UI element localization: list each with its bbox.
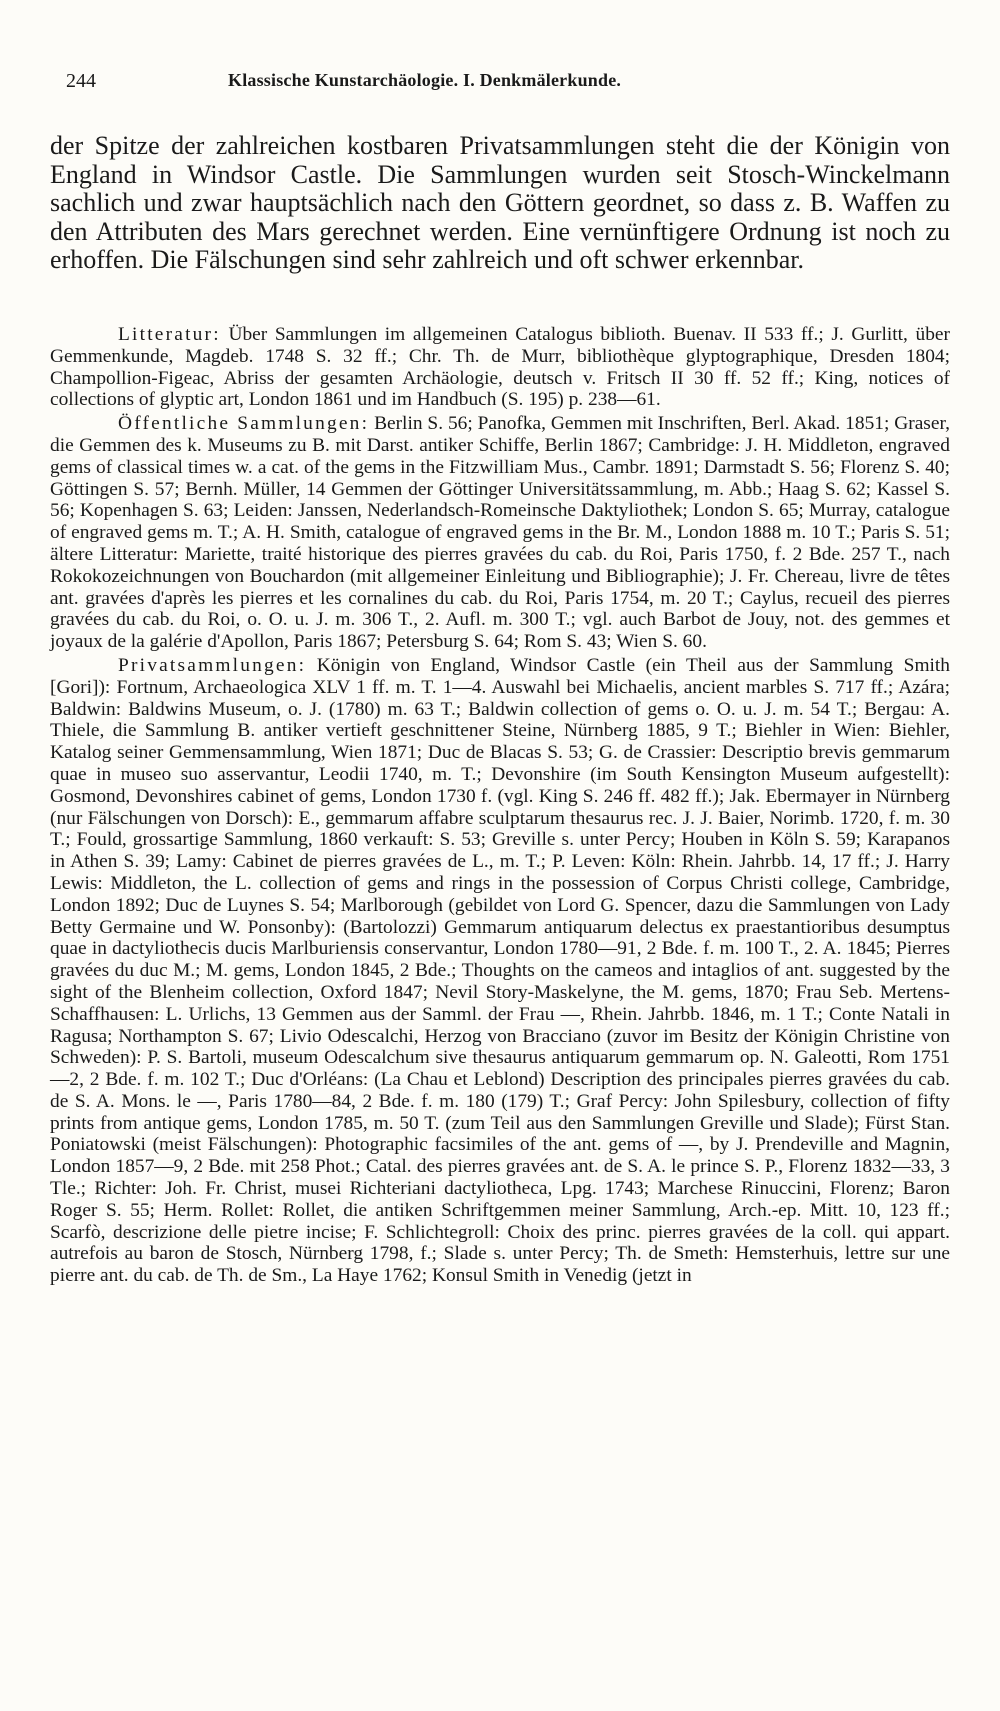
running-head: Klassische Kunstarchäologie. I. Denkmälerkunde. xyxy=(228,70,622,90)
page-header xyxy=(66,70,934,106)
page-number: 244 xyxy=(66,70,96,92)
litteratur-heading: Litteratur: xyxy=(118,324,221,345)
public-collections-paragraph xyxy=(50,413,950,653)
private-collections-heading: Privatsammlungen: xyxy=(118,654,307,676)
litteratur-text: Über Sammlungen im allgemeinen Catalogus biblioth. Buenav. II 533 ff.; J. Gurlitt, über Gemmenkunde, Magdeb. 1748 S. 32 ff.; Chr. Th. de Murr, bibliothèque glyptographique, Dresden 1804; Champollion-Figeac, Abriss der gesamten Archäologie, deutsch v. Fritsch II 30 ff. 52 ff.; King, notices of collections of glyptic art, London 1861 und im Handbuch (S. 195) p. 238—61. xyxy=(50,324,950,411)
litteratur-paragraph xyxy=(50,324,950,411)
public-collections-text: Berlin S. 56; Panofka, Gemmen mit Inschriften, Berl. Akad. 1851; Graser, die Gemmen des k. Museums zu B. mit Darst. antiker Schiffe, Berlin 1867; Cambridge: J. H. Middleton, engraved gems of classical times w. a cat. of the gems in the Fitzwilliam Mus., Cambr. 1891; Darmstadt S. 56; Florenz S. 40; Göttingen S. 57; Bernh. Müller, 14 Gemmen der Göttinger Universitätssammlung, m. Abb.; Haag S. 62; Kassel S. 56; Kopenhagen S. 63; Leiden: Janssen, Nederlandsch-Romeinsche Daktyliothek; London S. 65; Murray, catalogue of engraved gems m. T.; A. H. Smith, catalogue of engraved gems in the Br. M., London 1888 m. 10 T.; Paris S. 51; ältere Litteratur: Mariette, traité historique des pierres gravées du cab. du Roi, Paris 1750, f. 2 Bde. 257 T., nach Rokokozeichnungen von Bouchardon (mit allgemeiner Einleitung und Bibliographie); J. Fr. Chereau, livre de têtes ant. gravées d'après les pierres et les cornalines du cab. du Roi, Paris 1754, m. 20 T.; Caylus, recueil des pierres gravées du cab. du Roi, o. O. u. J. m. 306 T., 2. Aufl. m. 300 T.; vgl. auch Barbot de Jouy, not. des gemmes et joyaux de la galérie d'Apollon, Paris 1867; Petersburg S. 64; Rom S. 43; Wien S. 60. xyxy=(50,413,950,653)
public-collections-heading: Öffentliche Sammlungen: xyxy=(118,413,370,435)
private-collections-text: Königin von England, Windsor Castle (ein Theil aus der Sammlung Smith [Gori]): Fortnum, Archaeologica XLV 1 ff. m. T. 1—4. Auswahl bei Michaelis, ancient marbles S. 717 ff.; Azára; Baldwin: Baldwins Museum, o. J. (1780) m. 63 T.; Baldwin collection of gems o. O. u. J. m. 54 T.; Bergau: A. Thiele, die Sammlung B. antiker vertieft geschnittener Steine, Nürnberg 1885, 9 T.; Biehler in Wien: Biehler, Katalog seiner Gemmensammlung, Wien 1871; Duc de Blacas S. 53; G. de Crassier: Descriptio brevis gemmarum quae in museo suo asservantur, Leodii 1740, m. T.; Devonshire (im South Kensington Museum aufgestellt): Gosmond, Devonshires cabinet of gems, London 1730 f. (vgl. King S. 246 ff. 482 ff.); Jak. Ebermayer in Nürnberg (nur Fälschungen von Dorsch): E., gemmarum affabre sculptarum thesaurus rec. J. J. Baier, Norimb. 1720, f. m. 30 T.; Fould, grossartige Sammlung, 1860 verkauft: S. 53; Greville s. unter Percy; Houben in Köln S. 59; Karapanos in Athen S. 39; Lamy: Cabinet de pierres gravées de L., m. T.; P. Leven: Köln: Rhein. Jahrbb. 14, 17 ff.; J. Harry Lewis: Middleton, the L. collection of gems and rings in the possession of Corpus Christi college, Cambridge, London 1892; Duc de Luynes S. 54; Marlborough (gebildet von Lord G. Spencer, dazu die Sammlungen von Lady Betty Germaine und W. Ponsonby): (Bartolozzi) Gemmarum antiquarum delectus ex praestantioribus desumptus quae in dactyliothecis ducis Marlburiensis conservantur, London 1780—91, 2 Bde. f. m. 100 T., 2. A. 1845; Pierres gravées du duc M.; M. gems, London 1845, 2 Bde.; Thoughts on the cameos and intaglios of ant. suggested by the sight of the Blenheim collection, Oxford 1847; Nevil Story-Maskelyne, the M. gems, 1870; Frau Seb. Mertens-Schaffhausen: L. Urlichs, 13 Gemmen aus der Samml. der Frau —, Rhein. Jahrbb. 1846, m. 1 T.; Conte Natali in Ragusa; Northampton S. 67; Livio Odescalchi, Herzog von Bracciano (zuvor im Besitz der Königin Christine von Schweden): P. S. Bartoli, museum Odescalchum sive thesaurus antiquarum gemmarum op. N. Galeotti, Rom 1751—2, 2 Bde. f. m. 102 T.; Duc d'Orléans: (La Chau et Leblond) Description des principales pierres gravées du cab. de S. A. Mons. le —, Paris 1780—84, 2 Bde. f. m. 180 (179) T.; Graf Percy: John Spilesbury, collection of fifty prints from antique gems, London 1785, m. 50 T. (zum Teil aus den Sammlungen Greville und Slade); Fürst Stan. Poniatowski (meist Fälschungen): Photographic facsimiles of the ant. gems of —, by J. Prendeville and Magnin, London 1857—9, 2 Bde. mit 258 Phot.; Catal. des pierres gravées ant. de S. A. le prince S. P., Florenz 1832—33, 3 Tle.; Richter: Joh. Fr. Christ, musei Richteriani dactyliotheca, Lpg. 1743; Marchese Rinuccini, Florenz; Baron Roger S. 55; Herm. Rollet: Rollet, die antiken Schriftgemmen meiner Sammlung, Arch.-ep. Mitt. 10, 123 ff.; Scarfò, descrizione delle pietre incise; F. Schlichtegroll: Choix des princ. pierres gravées de la coll. qui appart. autrefois au baron de Stosch, Nürnberg 1798, f.; Slade s. unter Percy; Th. de Smeth: Hemsterhuis, lettre sur une pierre ant. du cab. de Th. de Sm., La Haye 1762; Konsul Smith in Venedig (jetzt in xyxy=(50,654,950,1287)
main-paragraph: der Spitze der zahlreichen kostbaren Privatsammlungen steht die der Königin von England in Windsor Castle. Die Sammlungen wurden seit Stosch-Winckelmann sachlich und zwar hauptsächlich nach den Göttern geordnet, so dass z. B. Waffen zu den Attributen des Mars gerechnet werden. Eine vernünftigere Ordnung ist noch zu erhoffen. Die Fälschungen sind sehr zahlreich und oft schwer erkennbar. xyxy=(50,131,950,274)
literature-section xyxy=(50,324,950,1287)
main-text-block xyxy=(50,132,950,275)
private-collections-paragraph xyxy=(50,655,950,1287)
